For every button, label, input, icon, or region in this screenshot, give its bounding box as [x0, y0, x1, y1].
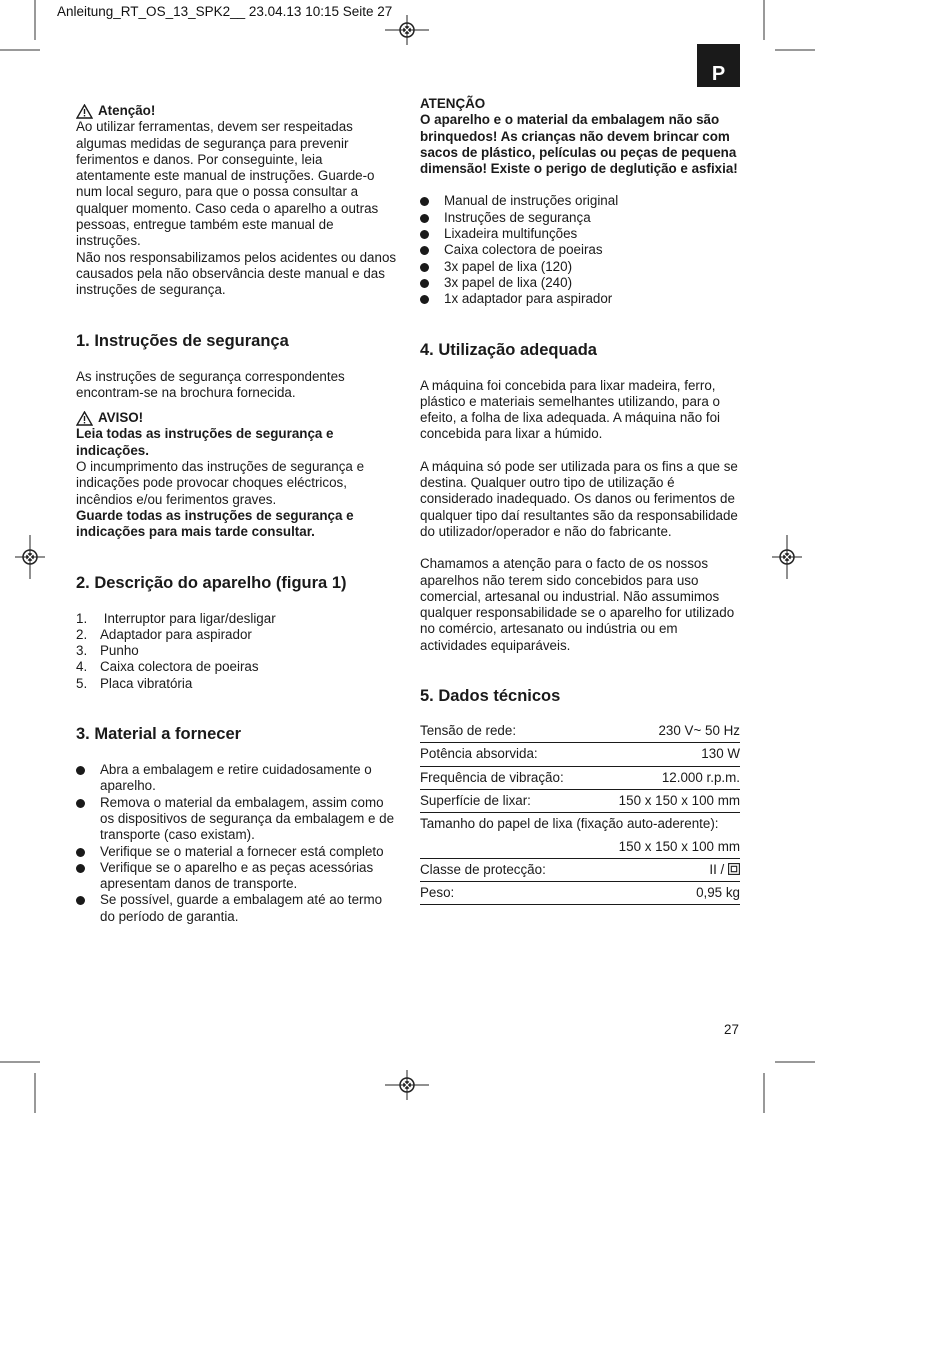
left-column: [76, 103, 398, 925]
row-value: [593, 858, 740, 881]
item-text: Remova o material da embalagem, assim como os dispositivos de segurança da embalagem e de transporte (caso existam).: [100, 794, 395, 843]
table-row: [420, 766, 740, 789]
supply-list: [420, 193, 742, 307]
list-item: [76, 795, 398, 844]
item-text: Lixadeira multifunções: [444, 226, 578, 242]
tech-data-table: [420, 720, 740, 905]
unpacking-list: [76, 762, 398, 925]
item-text: 3x papel de lixa (120): [444, 258, 573, 274]
row-value: 12.000 r.p.m.: [593, 766, 740, 789]
registration-mark-right-icon: [772, 535, 802, 579]
list-item: [76, 860, 398, 893]
bullet-icon: [76, 864, 85, 873]
bullet-icon: [420, 263, 429, 272]
liability-text: Não nos responsabilizamos pelos acidentes ou danos causados pela não observância deste manual e das instruções de segurança.: [76, 249, 397, 298]
section-4-paragraph-1: A máquina foi concebida para lixar madeira, ferro, plástico e materiais semelhantes utilizando, para o efeito, a folha de lixa adequada. A máquina não foi concebida para lixar a húmido.: [420, 377, 721, 442]
item-text: Verifique se o material a fornecer está completo: [100, 843, 384, 859]
bullet-icon: [76, 896, 85, 905]
registration-mark-top-icon: [385, 15, 429, 45]
item-number: 3.: [76, 643, 88, 659]
item-text: Caixa colectora de poeiras: [100, 659, 259, 675]
list-item: [76, 762, 398, 795]
right-column: [420, 96, 742, 905]
row-value: 0,95 kg: [593, 882, 740, 905]
row-value: 130 W: [593, 743, 740, 766]
item-text: Interruptor para ligar/desligar: [100, 610, 276, 626]
bullet-icon: [420, 214, 429, 223]
row-value: 150 x 150 x 100 mm: [593, 789, 740, 812]
list-item: [420, 242, 742, 258]
table-row: [420, 743, 740, 766]
section-3-title: 3. Material a fornecer: [76, 725, 242, 744]
language-tab: P: [697, 44, 740, 87]
double-insulation-icon: [728, 863, 740, 875]
list-item: [420, 275, 742, 291]
item-text: Manual de instruções original: [444, 193, 619, 209]
list-item: [76, 611, 398, 627]
item-number: 1.: [76, 610, 88, 626]
list-item: [420, 193, 742, 209]
list-item: [76, 643, 398, 659]
list-item: [420, 226, 742, 242]
row-label: Classe de protecção:: [420, 858, 593, 881]
row-value: 230 V~ 50 Hz: [593, 720, 740, 743]
attention-heading: [76, 103, 398, 119]
section-5-title: 5. Dados técnicos: [420, 687, 561, 706]
section-1-title: 1. Instruções de segurança: [76, 331, 289, 350]
bullet-icon: [76, 848, 85, 857]
item-text: Placa vibratória: [100, 675, 193, 691]
print-slug: Anleitung_RT_OS_13_SPK2__ 23.04.13 10:15 Seite 27: [57, 4, 393, 19]
page-number: 27: [724, 1022, 739, 1037]
item-number: 2.: [76, 626, 88, 642]
item-text: Se possível, guarde a embalagem até ao termo do período de garantia.: [100, 892, 383, 924]
item-text: Adaptador para aspirador: [100, 626, 252, 642]
section-4-paragraph-3: Chamamos a atenção para o facto de os nossos aparelhos não terem sido concebidos para uso comercial, artesanal ou industrial. Não assumimos qualquer responsabilidade se o aparelho for utilizado no comércio, artesanato ou indústria ou em actividades equiparáveis.: [420, 556, 735, 653]
item-text: Caixa colectora de poeiras: [444, 242, 603, 258]
registration-mark-bottom-icon: [385, 1070, 429, 1100]
item-text: Instruções de segurança: [444, 209, 591, 225]
list-item: [76, 844, 398, 860]
atencao-title: ATENÇÃO: [420, 96, 486, 111]
row-value: 150 x 150 x 100 mm: [593, 836, 740, 859]
list-item: [76, 627, 398, 643]
bullet-icon: [420, 279, 429, 288]
list-item: [76, 892, 398, 925]
bullet-icon: [76, 766, 85, 775]
table-row: [420, 836, 740, 859]
table-row: [420, 720, 740, 743]
list-item: [420, 259, 742, 275]
aviso-heading: [76, 410, 398, 426]
table-row: [420, 858, 740, 881]
item-number: 4.: [76, 659, 88, 675]
atencao-text: O aparelho e o material da embalagem não são brinquedos! As crianças não devem brincar com sacos de plástico, películas ou peças de pequena dimensão! Existe o perigo de deglutição e asfixia!: [420, 112, 738, 177]
row-label: Peso:: [420, 882, 593, 905]
list-item: [420, 210, 742, 226]
item-text: 3x papel de lixa (240): [444, 274, 573, 290]
item-number: 5.: [76, 675, 88, 691]
row-label: Frequência de vibração:: [420, 766, 593, 789]
item-text: 1x adaptador para aspirador: [444, 291, 613, 307]
item-text: Punho: [100, 643, 139, 659]
table-row: [420, 882, 740, 905]
list-item: [76, 659, 398, 675]
list-item: [76, 676, 398, 692]
attention-title: Atenção!: [98, 103, 156, 118]
table-row: [420, 789, 740, 812]
bullet-icon: [420, 197, 429, 206]
row-label: Potência absorvida:: [420, 743, 593, 766]
registration-mark-left-icon: [15, 535, 45, 579]
item-text: Verifique se o aparelho e as peças acessórias apresentam danos de transporte.: [100, 859, 374, 892]
attention-text: Ao utilizar ferramentas, devem ser respeitadas algumas medidas de segurança para prevenir ferimentos e danos. Por conseguinte, leia atentamente este manual de instruções. Guarde-o num local seguro, para que o possa consultar a qualquer momento. Caso ceda o aparelho a outras pessoas, entregue também este manual de instruções.: [76, 119, 379, 249]
device-parts-list: [76, 611, 398, 692]
row-label: Superfície de lixar:: [420, 789, 593, 812]
aviso-title: AVISO!: [98, 410, 144, 426]
item-text: Abra a embalagem e retire cuidadosamente o aparelho.: [100, 762, 372, 794]
row-label: Tensão de rede:: [420, 720, 593, 743]
list-item: [420, 291, 742, 307]
bullet-icon: [76, 799, 85, 808]
row-label: Tamanho do papel de lixa (fixação auto-aderente):: [420, 816, 719, 832]
bullet-icon: [420, 230, 429, 239]
bullet-icon: [420, 246, 429, 255]
bullet-icon: [420, 295, 429, 304]
section-4-paragraph-2: A máquina só pode ser utilizada para os fins a que se destina. Qualquer outro tipo de utilização é considerado inadequado. Os danos ou ferimentos de qualquer tipo daí resultantes são da responsabilidade do utilizador/operador e não do fabricante.: [420, 458, 738, 539]
aviso-bold-2: Guarde todas as instruções de segurança e indicações para mais tarde consultar.: [76, 507, 354, 540]
aviso-text: O incumprimento das instruções de segurança e indicações pode provocar choques eléctricos, incêndios e/ou ferimentos graves.: [76, 459, 365, 507]
protection-class-value: II /: [709, 861, 728, 877]
section-1-text: As instruções de segurança correspondentes encontram-se na brochura fornecida.: [76, 368, 345, 400]
warning-triangle-icon: [76, 411, 93, 426]
section-2-title: 2. Descrição do aparelho (figura 1): [76, 573, 347, 592]
aviso-bold-1: Leia todas as instruções de segurança e indicações.: [76, 426, 334, 458]
warning-triangle-icon: [76, 104, 93, 119]
section-4-title: 4. Utilização adequada: [420, 340, 597, 359]
table-row: [420, 813, 740, 836]
